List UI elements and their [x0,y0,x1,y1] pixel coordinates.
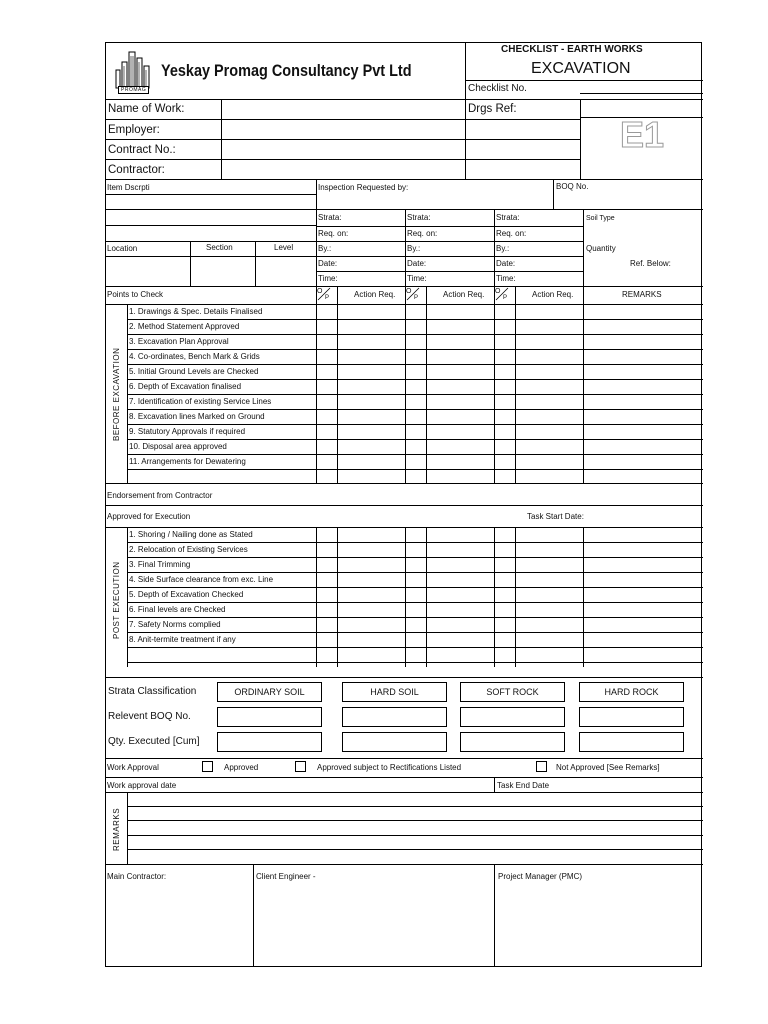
name-of-work-label: Name of Work: [108,103,185,115]
list-item: 2. Relocation of Existing Services [129,545,248,554]
list-item: 9. Statutory Approvals if required [129,427,246,436]
op-o-1: O [317,288,323,295]
strata-classification-label: Strata Classification [108,686,197,697]
strata-type-soft-rock: SOFT ROCK [460,682,565,702]
remarks-side-label: REMARKS [112,807,121,851]
list-item: 6. Final levels are Checked [129,605,226,614]
op-cell-2 [406,287,420,301]
list-item: 1. Shoring / Nailing done as Stated [129,530,253,539]
list-item: 10. Disposal area approved [129,442,227,451]
date-2: Date: [407,259,427,268]
action-req-3: Action Req. [532,290,574,299]
ref-below-label: Ref. Below: [630,259,671,268]
post-execution-label: POST EXECUTION [112,561,121,639]
action-req-2: Action Req. [443,290,485,299]
before-excavation-label: BEFORE EXCAVATION [112,347,121,441]
quantity-label: Quantity [586,244,616,253]
by-1: By.: [318,244,332,253]
list-item: 7. Identification of existing Service Lines [129,397,272,406]
time-2: Time: [407,274,427,283]
qty-input-hard-rock[interactable] [579,732,684,752]
work-approval-date-label: Work approval date [107,781,177,790]
remarks-header: REMARKS [622,290,662,299]
approved-checkbox[interactable] [202,761,213,772]
location-label: Location [107,244,138,253]
list-item: 5. Initial Ground Levels are Checked [129,367,259,376]
not-approved-label: Not Approved [See Remarks] [556,763,660,772]
item-description-label: Item Dscrpti [107,183,150,192]
list-item: 8. Anit-termite treatment if any [129,635,236,644]
strata-type-ordinary-soil: ORDINARY SOIL [217,682,322,702]
approved-subject-label: Approved subject to Rectifications Listed [317,763,462,772]
checklist-sheet [105,42,702,967]
level-label: Level [274,243,294,252]
section-label: Section [206,243,233,252]
list-item: 5. Depth of Excavation Checked [129,590,244,599]
contractor-label: Contractor: [108,164,165,176]
req-on-3: Req. on: [496,229,527,238]
task-end-date-label: Task End Date [497,781,550,790]
op-o-3: O [495,288,501,295]
company-name: Yeskay Promag Consultancy Pvt Ltd [161,61,412,80]
strata-type-hard-soil: HARD SOIL [342,682,447,702]
form-code-e1: E1 [620,114,665,155]
date-3: Date: [496,259,516,268]
strata-3: Strata: [496,213,520,222]
by-2: By.: [407,244,421,253]
strata-type-hard-rock: HARD ROCK [579,682,684,702]
boq-input-hard-rock[interactable] [579,707,684,727]
boq-no-label: BOQ No. [556,182,589,191]
approved-for-execution-label: Approved for Execution [107,512,191,521]
qty-input-hard-soil[interactable] [342,732,447,752]
qty-input-ordinary-soil[interactable] [217,732,322,752]
time-3: Time: [496,274,516,283]
op-cell-1 [317,287,331,301]
op-cell-3 [495,287,509,301]
op-p-3: P [503,295,508,301]
req-on-1: Req. on: [318,229,349,238]
list-item: 6. Depth of Excavation finalised [129,382,242,391]
list-item: 8. Excavation lines Marked on Ground [129,412,265,421]
approved-subject-checkbox[interactable] [295,761,306,772]
list-item: 11. Arrangements for Dewatering [129,457,246,466]
client-engineer-label: Client Engineer - [256,872,316,881]
date-1: Date: [318,259,338,268]
boq-input-soft-rock[interactable] [460,707,565,727]
strata-1: Strata: [318,213,342,222]
req-on-2: Req. on: [407,229,438,238]
list-item: 3. Excavation Plan Approval [129,337,229,346]
list-item: 1. Drawings & Spec. Details Finalised [129,307,263,316]
main-contractor-label: Main Contractor: [107,872,167,881]
project-manager-label: Project Manager (PMC) [498,872,583,881]
op-p-1: P [325,295,330,301]
not-approved-checkbox[interactable] [536,761,547,772]
soil-type-label: Soil Type [586,215,615,222]
task-start-date-label: Task Start Date: [527,512,584,521]
list-item: 7. Safety Norms complied [129,620,221,629]
boq-input-ordinary-soil[interactable] [217,707,322,727]
by-3: By.: [496,244,510,253]
list-item: 4. Co-ordinates, Bench Mark & Grids [129,352,260,361]
employer-label: Employer: [108,124,160,136]
approved-label: Approved [224,763,259,772]
drgs-ref-label: Drgs Ref: [468,103,517,115]
checklist-title: CHECKLIST - EARTH WORKS [501,44,643,55]
qty-executed-label: Qty. Executed [Cum] [108,736,200,747]
action-req-1: Action Req. [354,290,396,299]
strata-2: Strata: [407,213,431,222]
contract-no-label: Contract No.: [108,144,176,156]
boq-input-hard-soil[interactable] [342,707,447,727]
inspection-requested-label: Inspection Requested by: [318,183,409,192]
time-1: Time: [318,274,338,283]
list-item: 3. Final Trimming [129,560,191,569]
qty-input-soft-rock[interactable] [460,732,565,752]
op-o-2: O [406,288,412,295]
op-p-2: P [414,295,419,301]
logo-caption: PROMAG [118,86,149,94]
list-item: 4. Side Surface clearance from exc. Line [129,575,274,584]
relevent-boq-label: Relevent BOQ No. [108,711,191,722]
points-to-check-label: Points to Check [107,290,164,299]
endorsement-label: Endorsement from Contractor [107,491,213,500]
company-logo [114,48,154,94]
checklist-no-label: Checklist No. [468,83,527,94]
list-item: 2. Method Statement Approved [129,322,240,331]
checklist-subtitle: EXCAVATION [531,60,631,77]
work-approval-label: Work Approval [107,763,159,772]
